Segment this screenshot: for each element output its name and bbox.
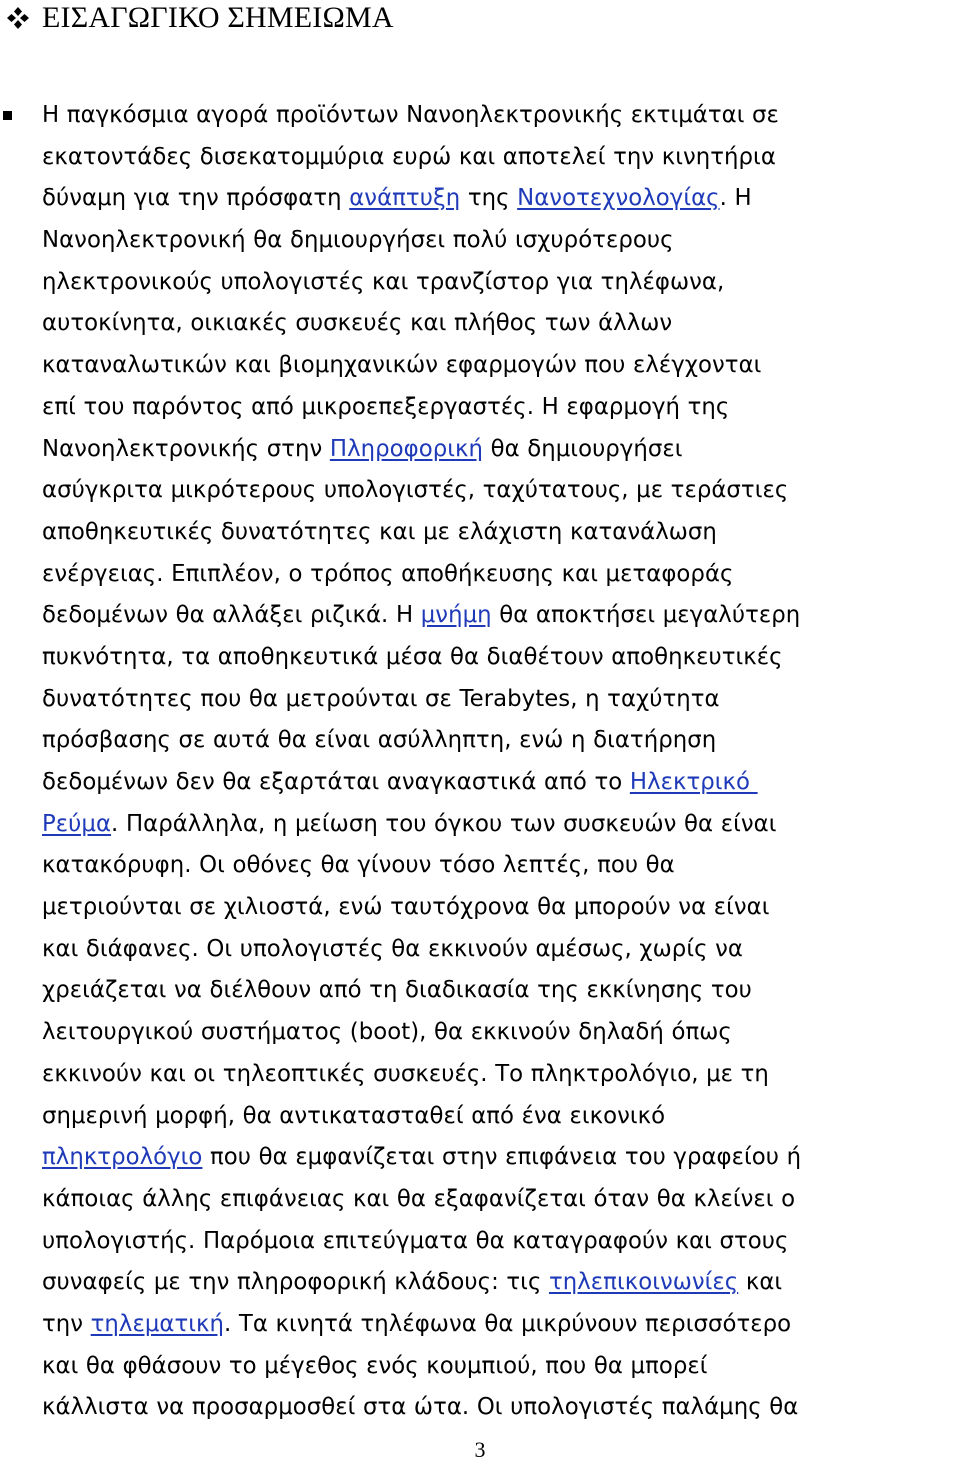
- text-segment: δυνατότητες που θα μετρούνται σε Terabytes, η ταχύτητα: [42, 685, 720, 712]
- four-diamond-bullet-icon: [6, 6, 30, 30]
- text-line: [42, 970, 958, 1012]
- text-segment: ενέργειας. Επιπλέον, ο τρόπος αποθήκευσης και μεταφοράς: [42, 560, 734, 587]
- text-segment: . Τα κινητά τηλέφωνα θα μικρύνουν περισσότερο: [224, 1310, 792, 1337]
- text-segment: εκκινούν και οι τηλεοπτικές συσκευές. Το πληκτρολόγιο, με τη: [42, 1060, 769, 1087]
- text-segment: Η παγκόσμια αγορά προϊόντων Νανοηλεκτρονικής εκτιμάται σε: [42, 102, 779, 128]
- text-line: [42, 137, 958, 179]
- text-segment: της: [460, 185, 518, 212]
- text-segment: και διάφανες. Οι υπολογιστές θα εκκινούν αμέσως, χωρίς να: [42, 935, 743, 962]
- text-line: [42, 554, 958, 596]
- text-line: [42, 929, 958, 971]
- text-segment: καταναλωτικών και βιομηχανικών εφαρμογών που ελέγχονται: [42, 352, 762, 379]
- square-bullet-icon: [3, 111, 12, 120]
- text-line: [42, 303, 958, 345]
- text-line: [42, 804, 958, 846]
- text-segment: και: [738, 1269, 783, 1296]
- text-segment: και θα φθάσουν το μέγεθος ενός κουμπιού, που θα μπορεί: [42, 1352, 708, 1379]
- body-paragraph: [42, 95, 958, 1429]
- text-line: [42, 762, 958, 804]
- text-segment: μετριούνται σε χιλιοστά, ενώ ταυτόχρονα θα μπορούν να είναι: [42, 894, 770, 921]
- text-segment: χρειάζεται να διέλθουν από τη διαδικασία της εκκίνησης του: [42, 977, 752, 1004]
- text-line: [42, 637, 958, 679]
- page-title: ΕΙΣΑΓΩΓΙΚΟ ΣΗΜΕΙΩΜΑ: [42, 1, 394, 34]
- text-segment: κατακόρυφη. Οι οθόνες θα γίνουν τόσο λεπτές, που θα: [42, 852, 675, 879]
- inline-link[interactable]: Ρεύμα: [42, 810, 112, 837]
- inline-link[interactable]: τηλεματική: [90, 1310, 224, 1337]
- text-line: [42, 1304, 958, 1346]
- text-segment: . Παράλληλα, η μείωση του όγκου των συσκευών θα είναι: [111, 810, 777, 837]
- text-segment: δύναμη για την πρόσφατη: [42, 185, 350, 212]
- text-segment: συναφείς με την πληροφορική κλάδους: τις: [42, 1269, 549, 1296]
- text-line: [42, 178, 958, 220]
- inline-link[interactable]: Νανοτεχνολογίας: [517, 185, 720, 212]
- text-segment: επί του παρόντος από μικροεπεξεργαστές. Η εφαρμογή της: [42, 393, 730, 420]
- text-line: [42, 95, 958, 137]
- text-segment: θα δημιουργήσει: [482, 435, 683, 462]
- text-segment: σημερινή μορφή, θα αντικατασταθεί από ένα εικονικό: [42, 1102, 666, 1129]
- inline-link[interactable]: ανάπτυξη: [349, 185, 461, 212]
- text-line: [42, 387, 958, 429]
- section-heading: [6, 0, 394, 36]
- text-segment: Νανοηλεκτρονικής στην: [42, 435, 330, 462]
- text-line: [42, 1387, 958, 1429]
- text-line: [42, 1054, 958, 1096]
- text-segment: δεδομένων δεν θα εξαρτάται αναγκαστικά από το: [42, 769, 630, 795]
- text-line: [42, 1137, 958, 1179]
- text-segment: δεδομένων θα αλλάξει ριζικά. Η: [42, 602, 421, 629]
- text-line: [42, 345, 958, 387]
- text-segment: αυτοκίνητα, οικιακές συσκευές και πλήθος των άλλων: [42, 310, 673, 337]
- text-segment: υπολογιστής. Παρόμοια επιτεύγματα θα καταγραφούν και στους: [42, 1227, 789, 1254]
- text-line: [42, 512, 958, 554]
- text-segment: ηλεκτρονικούς υπολογιστές και τρανζίστορ για τηλέφωνα,: [42, 268, 725, 295]
- text-line: [42, 1012, 958, 1054]
- text-segment: θα αποκτήσει μεγαλύτερη: [491, 602, 801, 629]
- page-number: 3: [474, 1437, 486, 1462]
- text-line: [42, 429, 958, 471]
- text-segment: Νανοηλεκτρονική θα δημιουργήσει πολύ ισχυρότερους: [42, 227, 674, 254]
- text-line: [42, 887, 958, 929]
- text-segment: ασύγκριτα μικρότερους υπολογιστές, ταχύτατους, με τεράστιες: [42, 477, 789, 504]
- text-line: [42, 845, 958, 887]
- inline-link[interactable]: πληκτρολόγιο: [42, 1144, 203, 1171]
- text-line: [42, 470, 958, 512]
- text-line: [42, 720, 958, 762]
- text-line: [42, 262, 958, 304]
- text-line: [42, 1221, 958, 1263]
- text-line: [42, 1096, 958, 1138]
- text-line: [42, 679, 958, 721]
- text-line: [42, 1179, 958, 1221]
- inline-link[interactable]: τηλεπικοινωνίες: [548, 1269, 739, 1296]
- inline-link[interactable]: Πληροφορική: [329, 435, 483, 462]
- text-line: [42, 595, 958, 637]
- text-line: [42, 1262, 958, 1304]
- text-line: [42, 1346, 958, 1388]
- text-segment: που θα εμφανίζεται στην επιφάνεια του γραφείου ή: [202, 1144, 802, 1171]
- text-line: [42, 220, 958, 262]
- text-segment: κάλλιστα να προσαρμοσθεί στα ώτα. Οι υπολογιστές παλάμης θα: [42, 1394, 799, 1421]
- text-segment: αποθηκευτικές δυνατότητες και με ελάχιστη κατανάλωση: [42, 518, 717, 545]
- inline-link[interactable]: μνήμη: [420, 602, 492, 629]
- text-segment: κάποιας άλλης επιφάνειας και θα εξαφανίζεται όταν θα κλείνει ο: [42, 1185, 796, 1212]
- text-segment: . Η: [719, 185, 752, 212]
- text-segment: εκατοντάδες δισεκατομμύρια ευρώ και αποτελεί την κινητήρια: [42, 143, 776, 170]
- text-segment: πυκνότητα, τα αποθηκευτικά μέσα θα διαθέτουν αποθηκευτικές: [42, 643, 783, 670]
- text-segment: την: [42, 1310, 91, 1337]
- inline-link[interactable]: Ηλεκτρικό: [629, 769, 758, 795]
- text-segment: λειτουργικού συστήματος (boot), θα εκκινούν δηλαδή όπως: [42, 1019, 732, 1046]
- text-segment: πρόσβασης σε αυτά θα είναι ασύλληπτη, ενώ η διατήρηση: [42, 727, 717, 754]
